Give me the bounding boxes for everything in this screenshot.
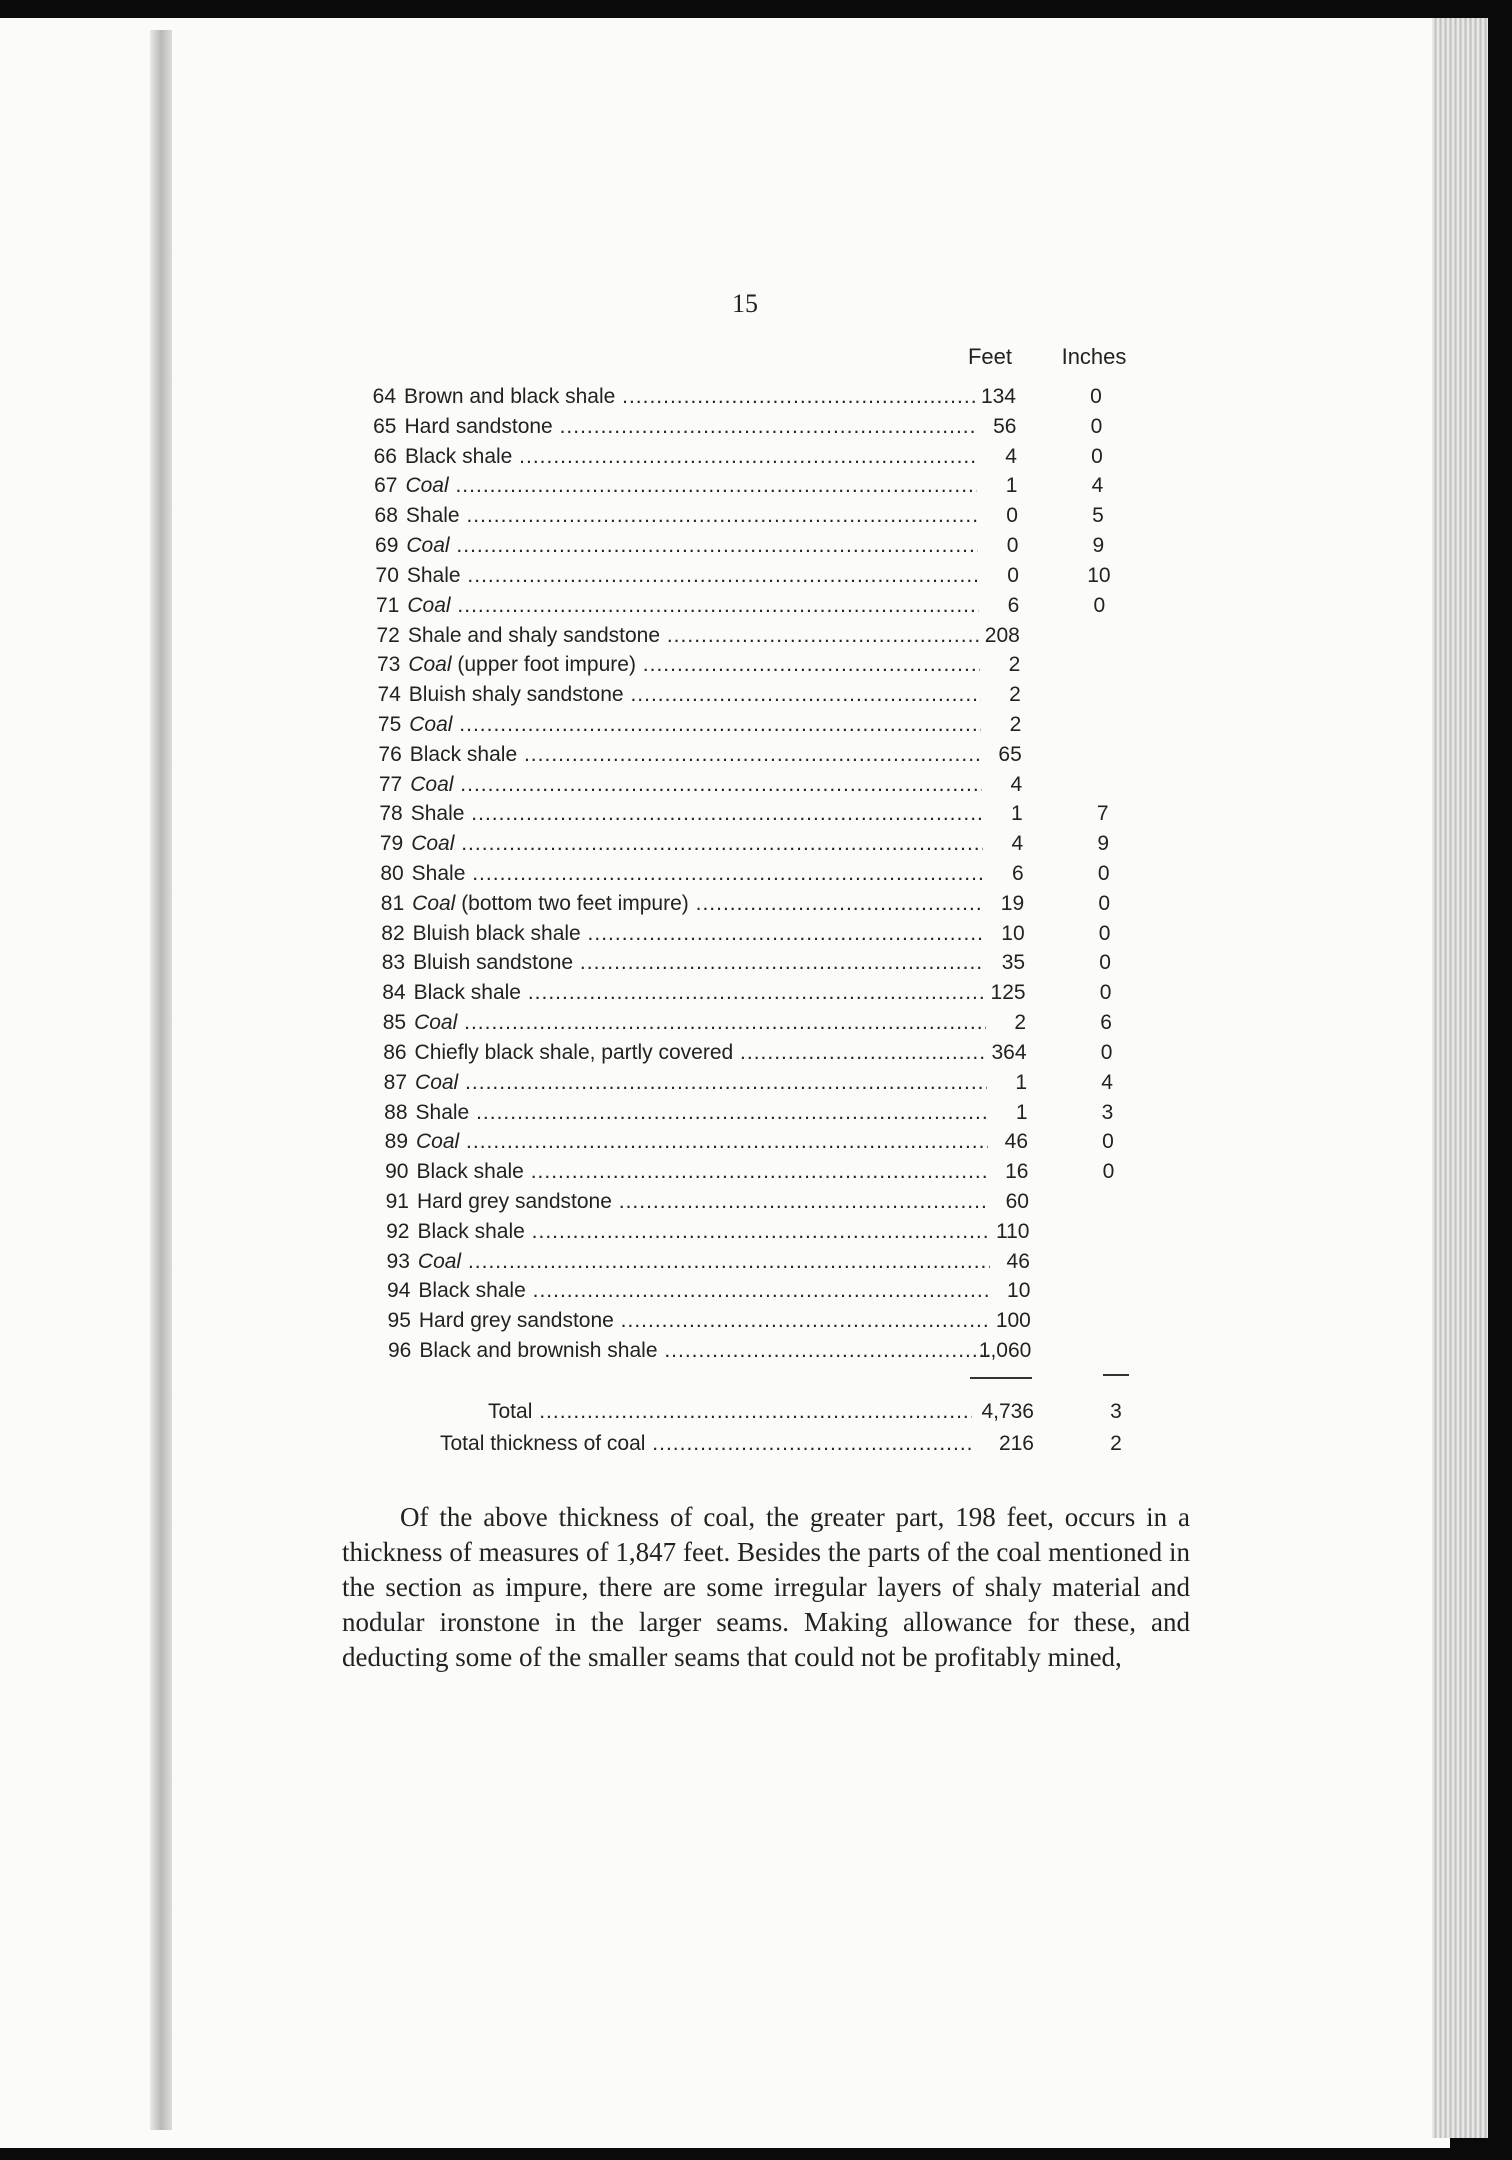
- row-label: [409, 710, 981, 740]
- table-row: [364, 621, 1164, 651]
- table-row: [360, 412, 1160, 442]
- row-number: 70: [375, 563, 399, 587]
- page-gutter-shadow: [150, 30, 172, 2130]
- row-label: [413, 948, 985, 978]
- table-row: [372, 1127, 1172, 1157]
- row-number: 90: [385, 1160, 409, 1184]
- row-label: [409, 680, 981, 710]
- total-coal-inches: 2: [1110, 1432, 1122, 1455]
- table-row: [372, 1157, 1172, 1187]
- stratum-name: Shale: [405, 504, 460, 528]
- row-feet: 0: [1006, 504, 1018, 528]
- table-row: [362, 501, 1162, 531]
- row-feet: 125: [990, 981, 1026, 1005]
- row-feet: 208: [984, 623, 1020, 647]
- row-inches: 0: [1098, 891, 1110, 915]
- stratum-name: Brown and black shale: [404, 385, 616, 408]
- total-coal-feet: 216: [998, 1432, 1034, 1455]
- stratum-name: Coal: [412, 891, 456, 915]
- row-number: 73: [376, 653, 401, 677]
- body-paragraph: Of the above thickness of coal, the greater part, 198 feet, occurs in a thickness of measures of 1,847 feet. Besides the parts of the coal mentioned in the section as impure, there are some irregular layers of shaly material and nodular ironstone in the larger seams. Making allowance for these, and deducting some of the smaller seams that could not be profitably mined,: [342, 1502, 1190, 1672]
- row-number: 85: [382, 1011, 407, 1035]
- row-feet: 46: [1004, 1130, 1028, 1154]
- stratum-name: Coal: [409, 712, 453, 736]
- stratum-name: Shale: [411, 862, 466, 885]
- row-label: [405, 471, 977, 501]
- row-number: 84: [382, 981, 406, 1005]
- row-label: [407, 591, 979, 621]
- table-row: [367, 829, 1167, 859]
- row-feet: 110: [995, 1219, 1030, 1243]
- page-number: 15: [732, 289, 758, 318]
- table-row: [373, 1187, 1173, 1217]
- row-number: 88: [384, 1100, 408, 1124]
- row-feet: 100: [995, 1309, 1031, 1333]
- stratum-name: Shale: [410, 802, 465, 826]
- row-feet: 35: [1001, 951, 1026, 975]
- table-row: [368, 859, 1168, 889]
- row-label: [410, 770, 982, 800]
- stratum-name: Shale and shaly sandstone: [407, 623, 661, 647]
- row-number: 68: [374, 504, 398, 528]
- table-row: [369, 919, 1169, 949]
- table-row: [365, 710, 1165, 740]
- row-inches: 3: [1101, 1100, 1114, 1124]
- row-number: 91: [385, 1189, 409, 1213]
- stratum-note: (bottom two feet impure): [455, 891, 689, 915]
- row-number: 64: [372, 385, 396, 408]
- stratum-name: Coal: [411, 832, 455, 856]
- stratum-name: Coal: [414, 1011, 458, 1035]
- table-row: [360, 382, 1160, 412]
- row-inches: 0: [1097, 862, 1110, 885]
- row-inches: 9: [1092, 534, 1105, 558]
- row-feet: 2: [1009, 683, 1021, 707]
- stratum-name: Coal: [406, 534, 450, 558]
- row-inches: 0: [1090, 385, 1102, 408]
- row-inches: 0: [1100, 1040, 1113, 1064]
- table-row: [363, 591, 1163, 621]
- table-row: [361, 471, 1161, 501]
- table-row: [372, 1098, 1172, 1128]
- row-inches: 6: [1100, 1011, 1112, 1035]
- row-label: [407, 561, 979, 591]
- row-label: [418, 1247, 990, 1277]
- row-number: 80: [380, 862, 404, 885]
- table-row: [375, 1336, 1175, 1366]
- row-feet: 46: [1006, 1249, 1030, 1273]
- row-number: 92: [386, 1219, 410, 1243]
- row-number: 87: [383, 1070, 408, 1094]
- table-row: [370, 978, 1170, 1008]
- row-number: 82: [381, 921, 405, 945]
- table-row: [366, 740, 1166, 770]
- row-feet: 364: [991, 1040, 1027, 1064]
- stratum-note: (upper foot impure): [451, 653, 636, 677]
- stratum-name: Coal: [417, 1249, 462, 1273]
- row-feet: 0: [1006, 534, 1019, 558]
- strata-table: [360, 382, 1160, 1366]
- stratum-name: Coal: [407, 593, 451, 617]
- row-inches: 0: [1099, 951, 1111, 975]
- stratum-name: Hard sandstone: [404, 414, 553, 438]
- row-inches: 0: [1099, 981, 1112, 1005]
- stratum-name: Coal: [405, 474, 449, 498]
- row-feet: 56: [993, 414, 1017, 438]
- row-label: [417, 1217, 989, 1247]
- row-feet: 6: [1011, 862, 1024, 885]
- row-label: [413, 919, 985, 949]
- stratum-name: Coal: [416, 1130, 460, 1154]
- row-inches: 0: [1090, 414, 1103, 438]
- row-number: 83: [381, 951, 406, 975]
- row-number: 69: [375, 534, 399, 558]
- row-feet: 1: [1015, 1070, 1028, 1094]
- table-row: [365, 680, 1165, 710]
- row-label: [414, 978, 986, 1008]
- row-number: 96: [388, 1339, 412, 1362]
- row-feet: 0: [1007, 563, 1019, 587]
- row-inches: 5: [1092, 504, 1104, 528]
- row-inches: 9: [1097, 832, 1110, 856]
- stratum-name: Coal: [415, 1070, 459, 1094]
- row-feet: 1: [1011, 802, 1023, 826]
- row-label: [412, 859, 984, 889]
- row-feet: 2: [1009, 712, 1022, 736]
- stratum-name: Black shale: [404, 444, 513, 468]
- row-number: 78: [379, 802, 403, 826]
- row-label: [406, 501, 978, 531]
- row-feet: 134: [980, 385, 1016, 408]
- row-feet: 1: [1005, 474, 1018, 498]
- row-feet: 2: [1014, 1011, 1027, 1035]
- row-feet: 65: [998, 742, 1022, 766]
- table-row: [374, 1247, 1174, 1277]
- total-feet: 4,736: [981, 1400, 1034, 1423]
- row-label: [419, 1336, 991, 1366]
- row-feet: 4: [1011, 832, 1024, 856]
- row-feet: 1,060: [978, 1339, 1032, 1362]
- total-inches: 3: [1110, 1400, 1122, 1423]
- row-number: 94: [387, 1279, 411, 1303]
- row-label: [412, 889, 984, 919]
- row-number: 86: [383, 1040, 407, 1064]
- row-label: [404, 412, 976, 442]
- row-number: 77: [378, 772, 403, 796]
- stratum-name: Chiefly black shale, partly covered: [414, 1040, 734, 1064]
- row-number: 76: [378, 742, 402, 766]
- row-number: 65: [373, 414, 397, 438]
- row-inches: 0: [1091, 444, 1103, 468]
- stratum-name: Black shale: [417, 1219, 525, 1243]
- row-label: [410, 740, 982, 770]
- row-label: [415, 1038, 987, 1068]
- row-label: [411, 829, 983, 859]
- stratum-name: Black shale: [418, 1279, 526, 1303]
- row-inches: 0: [1093, 593, 1106, 617]
- table-row: [368, 889, 1168, 919]
- table-row: [371, 1068, 1171, 1098]
- row-feet: 10: [1001, 921, 1025, 945]
- table-row: [375, 1306, 1175, 1336]
- row-label: [406, 531, 978, 561]
- row-number: 75: [377, 712, 402, 736]
- page-stack-edge: [1432, 18, 1488, 2138]
- row-label: [415, 1068, 987, 1098]
- stratum-name: Hard grey sandstone: [416, 1189, 612, 1213]
- row-label: [418, 1276, 990, 1306]
- row-number: 67: [374, 474, 398, 498]
- column-header-feet: Feet: [967, 344, 1013, 369]
- row-label: [417, 1187, 989, 1217]
- row-label: [419, 1306, 991, 1336]
- row-number: 79: [379, 832, 404, 856]
- table-row: [361, 442, 1161, 472]
- table-row: [363, 561, 1163, 591]
- stratum-name: Coal: [408, 653, 452, 677]
- row-inches: 4: [1091, 474, 1104, 498]
- stratum-name: Black and brownish shale: [419, 1339, 658, 1362]
- row-feet: 4: [1010, 772, 1023, 796]
- row-number: 95: [387, 1309, 411, 1333]
- total-rule-inches: [1103, 1374, 1129, 1376]
- row-label: [408, 650, 980, 680]
- stratum-name: Shale: [406, 563, 461, 587]
- row-feet: 10: [1007, 1279, 1031, 1303]
- row-inches: 0: [1098, 921, 1111, 945]
- row-number: 81: [380, 891, 405, 915]
- total-label: Total .....: [488, 1398, 972, 1426]
- row-label: [411, 799, 983, 829]
- row-label: [416, 1127, 988, 1157]
- row-label: [404, 382, 976, 412]
- row-feet: 1: [1015, 1100, 1028, 1124]
- row-inches: 0: [1102, 1160, 1115, 1184]
- stratum-name: Bluish shaly sandstone: [408, 683, 624, 707]
- table-row: [364, 650, 1164, 680]
- row-feet: 19: [1000, 891, 1025, 915]
- row-number: 71: [376, 593, 400, 617]
- row-inches: 4: [1101, 1070, 1113, 1094]
- row-label: [416, 1157, 988, 1187]
- row-inches: 0: [1102, 1130, 1114, 1154]
- row-label: [416, 1098, 988, 1128]
- stratum-name: Bluish sandstone: [413, 951, 574, 975]
- stratum-name: Black shale: [413, 981, 521, 1005]
- total-rule-feet: [970, 1377, 1032, 1379]
- row-inches: 10: [1087, 563, 1111, 587]
- row-label: [408, 621, 980, 651]
- row-number: 93: [386, 1249, 410, 1273]
- stratum-name: Black shale: [416, 1160, 524, 1184]
- row-number: 72: [376, 623, 400, 647]
- table-row: [374, 1276, 1174, 1306]
- row-number: 89: [384, 1130, 408, 1154]
- column-header-inches: Inches: [1061, 344, 1127, 369]
- table-row: [369, 948, 1169, 978]
- table-row: [373, 1217, 1173, 1247]
- row-number: 74: [377, 683, 401, 707]
- stratum-name: Hard grey sandstone: [418, 1309, 614, 1333]
- row-feet: 60: [1005, 1189, 1029, 1213]
- table-row: [362, 531, 1162, 561]
- row-number: 66: [373, 444, 397, 468]
- total-coal-label: Total thickness of coal .....: [440, 1430, 972, 1458]
- stratum-name: Shale: [415, 1100, 470, 1124]
- row-feet: 4: [1005, 444, 1017, 468]
- row-feet: 6: [1007, 593, 1020, 617]
- table-row: [370, 1008, 1170, 1038]
- table-row: [367, 799, 1167, 829]
- row-inches: 7: [1096, 802, 1109, 826]
- row-feet: 2: [1008, 653, 1021, 677]
- table-row: [366, 770, 1166, 800]
- row-label: [405, 442, 977, 472]
- table-row: [371, 1038, 1171, 1068]
- stratum-name: Bluish black shale: [412, 921, 581, 945]
- row-label: [414, 1008, 986, 1038]
- stratum-name: Coal: [410, 772, 454, 796]
- row-feet: 16: [1005, 1160, 1029, 1184]
- stratum-name: Black shale: [409, 742, 518, 766]
